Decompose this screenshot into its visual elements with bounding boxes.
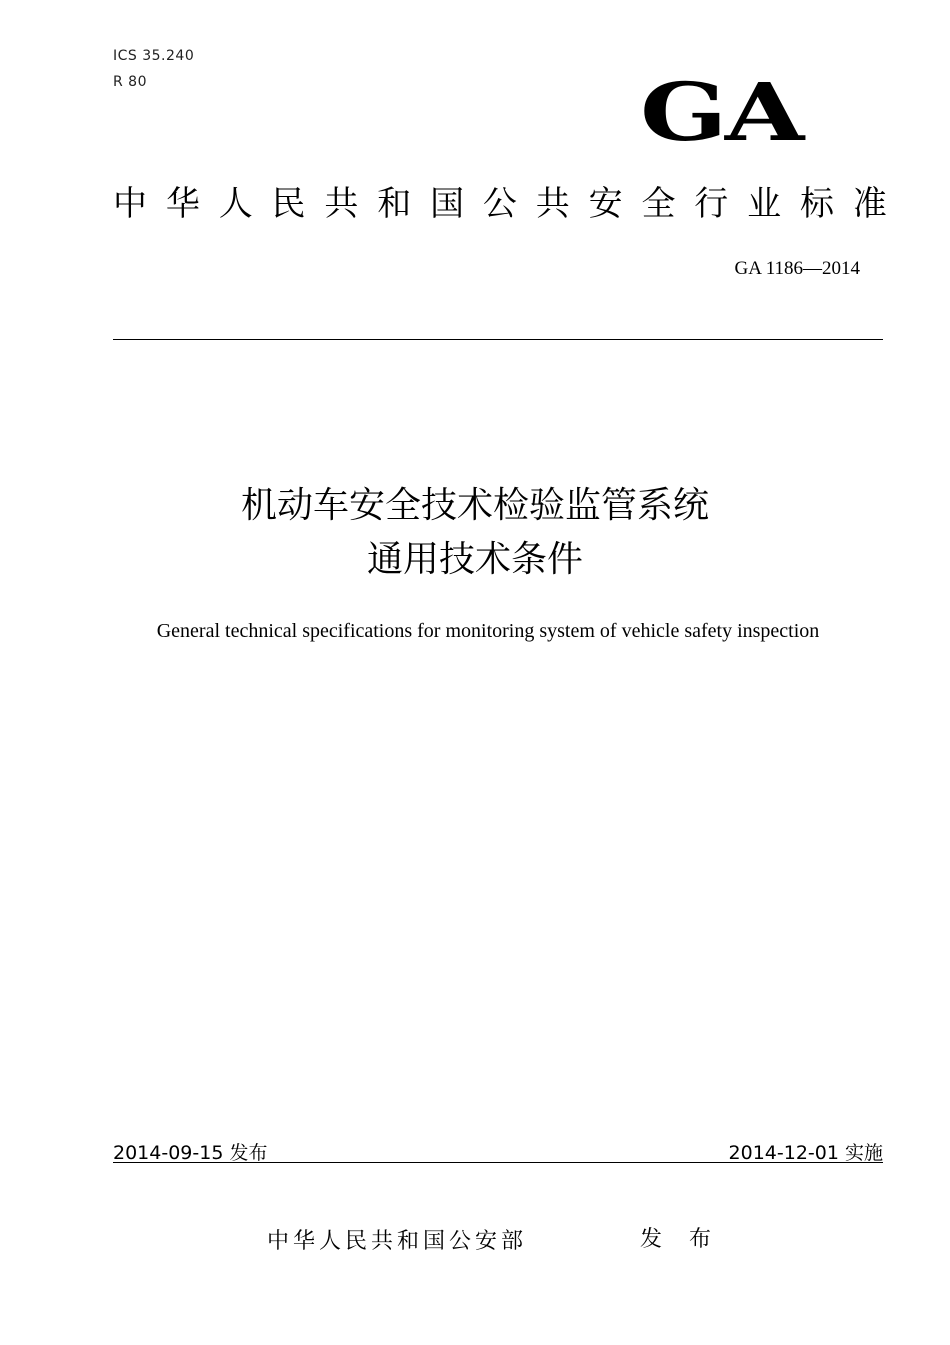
title-cn-line2: 通用技术条件	[366, 539, 583, 580]
standard-type-char: 人	[218, 184, 253, 224]
standard-type-char: 民	[271, 184, 306, 224]
standard-type-char: 安	[588, 184, 623, 224]
publish-label: 发 布	[640, 1227, 721, 1252]
classification-code: R 80	[113, 74, 147, 90]
title-en: General technical specifications for monitoring system of vehicle safety inspection	[156, 620, 820, 642]
standard-type-char: 华	[165, 184, 200, 224]
standard-type-char: 共	[324, 184, 359, 224]
standard-code: GA 1186—2014	[734, 258, 860, 279]
standard-type-char: 和	[377, 184, 412, 224]
ga-logo: GA	[640, 65, 802, 159]
ics-code: ICS 35.240	[113, 48, 195, 64]
standard-type-char: 准	[852, 184, 887, 224]
standard-type-char: 行	[694, 184, 729, 224]
top-divider	[113, 339, 883, 340]
standard-type-char: 国	[430, 184, 465, 224]
standard-type-char: 标	[799, 184, 834, 224]
bottom-divider	[113, 1162, 883, 1163]
publisher: 中华人民共和国公安部	[267, 1229, 528, 1254]
standard-type-char: 全	[641, 184, 676, 224]
standard-type-char: 业	[747, 184, 782, 224]
implementation-date: 2014-12-01 实施	[728, 1142, 883, 1164]
title-cn-line1: 机动车安全技术检验监管系统	[240, 485, 709, 526]
standard-type-char: 共	[535, 184, 570, 224]
standard-type-title	[113, 184, 887, 225]
standard-type-char: 公	[482, 184, 517, 224]
issue-date: 2014-09-15 发布	[113, 1142, 268, 1164]
standard-type-char: 中	[113, 184, 147, 224]
